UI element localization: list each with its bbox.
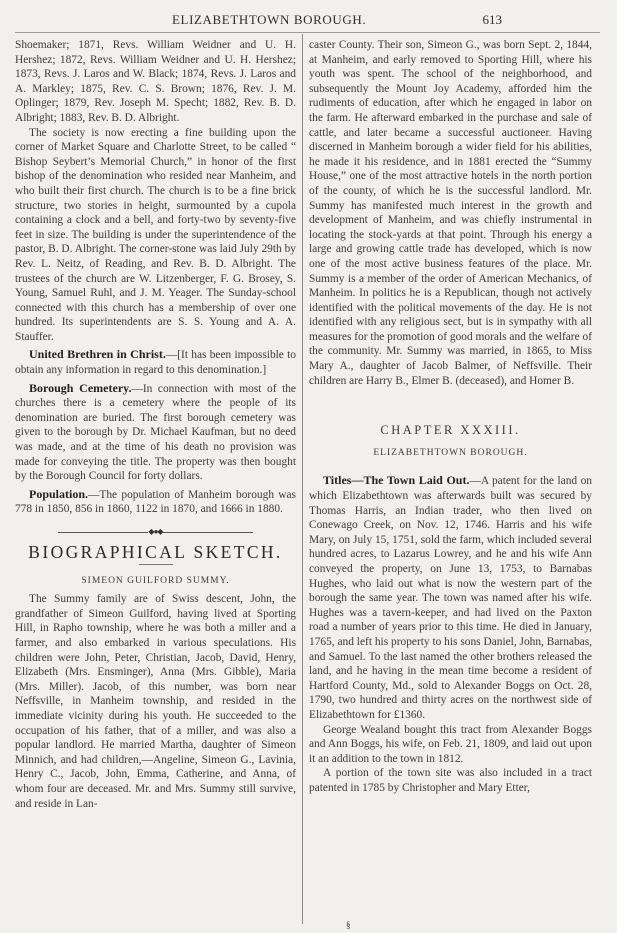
biographical-sketch-title: BIOGRAPHICAL SKETCH. [28,542,283,562]
chapter-subtitle: ELIZABETHTOWN BOROUGH. [373,447,528,458]
paragraph-etter: A portion of the town site was also included in a tract patented in 1785 by Christopher and Mary Etter, [309,767,592,794]
column-divider [302,34,303,924]
sketch-subject: SIMEON GUILFORD SUMMY. [81,575,230,586]
paragraph-ministers-list: Shoemaker; 1871, Revs. William Weidner and U. H. Hershez; 1872, Revs. William Weidner and U. H. Hershez; 1873, Revs. J. Laros and W. Black; 1874, Revs. J. Laros and A. Markley; 1875, Rev. C. S. Brown; 1876, Rev. J. M. Oplinger; 1879, Rev. Joseph M. Specht; 1882, Rev. B. D. Albright; 1883, Rev. B. D. Albright. [15,39,296,124]
ornament-glyph: ◆●◆ [148,527,163,536]
running-title: ELIZABETHTOWN BOROUGH. [172,12,367,27]
section-united-brethren [15,347,296,377]
page-number: 613 [482,12,502,27]
section-titles-town-laid-out [309,473,592,722]
paragraph-summy-family: The Summy family are of Swiss descent, John, the grandfather of Simeon Guilford, having lived at Sporting Hill, in Rapho township, where he was both a miller and a farmer, and also embarked in various speculations. His children were John, Peter, Christian, Jacob, David, Henry, Elizabeth (Mrs. Ensminger), Anna (Mrs. Gibble), Maria (Mrs. Miller). Jacob, of this number, was born near Neffsville, in Manheim township, and resided in the immediate vicinity during his youth. He succeeded to the occupation of his father, that of a miller, and was also a popular landlord. He married Martha, daughter of Simeon Minnich, and had children,—Angeline, Simeon G., Lavinia, Henry C., Jacob, John, Emma, Catherine, and Anna, of whom four are deceased. Mr. and Mrs. Summy still survive, and reside in Lan- [15,593,296,810]
section-population [15,487,296,517]
run-in-heading: Population. [29,486,89,501]
run-in-heading: Titles—The Town Laid Out. [323,473,470,488]
signature-mark: § [346,920,351,930]
left-column [15,38,296,811]
running-head [0,12,617,32]
chapter-title: CHAPTER XXXIII. [380,423,521,438]
section-text: —A patent for the land on which Elizabethtown was afterwards built was secured by Thomas Harris, an Indian trader, who then lived on Conewago Creek, on Nov. 12, 1746. Harris and his wife Mary, on July 15, 1751, sold the farm, which included several hundred acres, to Lazarus Lowrey, and he and his wife Ann conveyed the property, on June 13, 1753, to Barnabas Hughes, who laid out what is now the western part of the borough the same year. The town was named after his wife. Hughes was a tavern-keeper, and had lived on the Paxton road a number of years prior to this time. He died in January, 1765, and left his property to his sons Daniel, John, Barnabas, and Samuel. To the last named the other brothers released the land, and he having in the mean time become a resident of Hartford County, Md., sold to Alexander Boggs on Oct. 28, 1790, two hundred and thirty acres on the northwest side of Elizabethtown for £1360. [309,475,592,721]
short-rule [139,564,173,565]
paragraph-new-church: The society is now erecting a fine building upon the corner of Market Square and Charlotte Street, to be called “ Bishop Seybert’s Memorial Church,” in honor of the first bishop of the denomination who resided near Manheim, and who built their first church. The church is to be a fine brick structure, two stories in height, surmounted by a cupola containing a clock and a bell, and forty-two by seventy-five feet in size. The building is under the superintendence of the pastor, B. D. Albright. The corner-stone was laid July 29th by Rev. L. Neitz, of Reading, and Rev. B. D. Albright. The trustees of the church are W. Litzenberger, F. G. Brosey, S. Young, Samuel Ruhl, and J. M. Yeager. The Sunday-school connected with this church has a membership of over one hundred. Its superintendents are S. S. Young and A. A. Stauffer. [15,126,296,343]
section-text: —In connection with most of the churches there is a cemetery where the people of its denomination are buried. The first borough cemetery was given to the borough by Dr. Michael Kaufman, but no deed was made, and at the time of his death no provision was made for conveying the title. The property was then bought by the Borough Council for forty dollars. [15,382,296,483]
section-text: —The population of Manheim borough was 778 in 1850, 856 in 1860, 1122 in 1870, and 1666 in 1880. [15,488,296,516]
right-column [309,38,592,796]
section-text: —[It has been impossible to obtain any information in regard to this denomination.] [15,349,296,377]
run-in-heading: Borough Cemetery. [29,380,132,395]
header-rule [15,32,600,33]
paragraph-simeon-summy: caster County. Their son, Simeon G., was born Sept. 2, 1844, at Manheim, and early removed to Sporting Hill, where his youth was spent. The school of the neighborhood, and subsequently the Mount Joy Academy, afforded him the rudiments of education, after which he engaged in labor on the farm. He afterward embarked in the purchase and sale of cattle, and later became a successful auctioneer. Having discerned in Manheim borough a wider field for his abilities, he made it his residence, and in 1881 erected the “Summy House,” one of the most attractive hotels in the north portion of the county, of which he is the successful landlord. Mr. Summy has manifested much interest in the growth and development of Manheim, and was chiefly instrumental in locating the stock-yards at that point. Through his energy a large and growing cattle trade has developed, which is now one of the most active business features of the place. Mr. Summy is a member of the order of American Mechanics, of Manheim. In politics he is a Republican, though not actively identified with the political movements of the day. He is not identified with any religious sect, but is in sympathy with all measures for the promotion of good morals and the welfare of the community. Mr. Summy was married, in 1865, to Miss Mary A., daughter of Jacob Balmer, of Neffsville. Their children are Harry B., Elmer B. (deceased), and Homer B. [309,39,592,387]
run-in-heading: United Brethren in Christ. [29,347,166,362]
section-borough-cemetery [15,381,296,484]
ornamental-divider [15,527,296,537]
paragraph-wealand: George Wealand bought this tract from Alexander Boggs and Ann Boggs, his wife, on Feb. 21, 1809, and laid out upon it an addition to the town in 1812. [309,723,592,765]
